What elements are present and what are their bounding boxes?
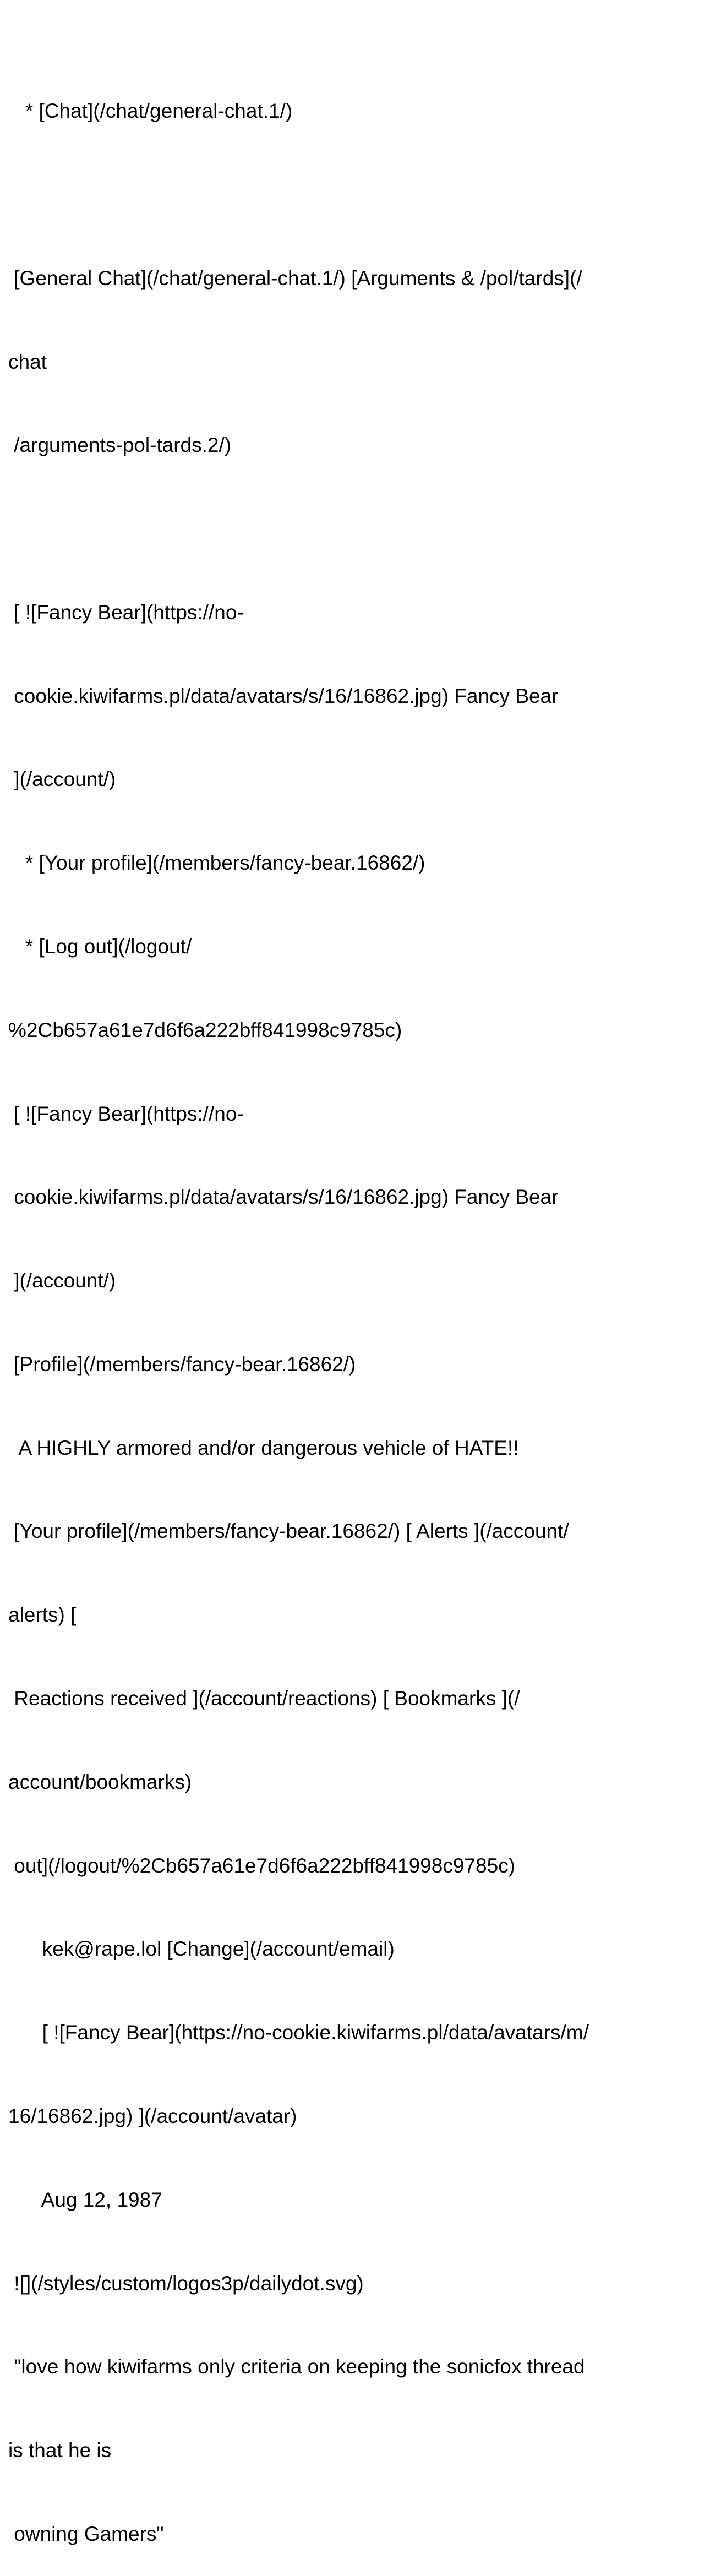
text-line: alerts) [: [8, 1603, 77, 1627]
text-line: ![](/styles/custom/logos3p/dailydot.svg): [8, 2272, 364, 2295]
document-text: [8, 42, 707, 2576]
text-line: Reactions received ](/account/reactions) [ Bookmarks ](/: [8, 1687, 520, 1710]
text-line: chat: [8, 350, 47, 373]
text-line: A HIGHLY armored and/or dangerous vehicle of HATE!!: [8, 1436, 519, 1459]
text-line: out](/logout/%2Cb657a61e7d6f6a222bff841998c9785c): [8, 1854, 515, 1877]
text-line: account/bookmarks): [8, 1770, 192, 1793]
text-line: [General Chat](/chat/general-chat.1/) [Arguments & /pol/tards](/: [8, 266, 582, 290]
text-line: [Profile](/members/fancy-bear.16862/): [8, 1352, 356, 1376]
text-line: [ ![Fancy Bear](https://no-cookie.kiwifarms.pl/data/avatars/m/: [8, 2021, 589, 2044]
text-line: "love how kiwifarms only criteria on keeping the sonicfox thread: [8, 2355, 585, 2378]
text-line: /arguments-pol-tards.2/): [8, 434, 232, 457]
text-line: ](/account/): [8, 1269, 116, 1292]
text-line: cookie.kiwifarms.pl/data/avatars/s/16/16862.jpg) Fancy Bear: [8, 684, 559, 707]
text-line: 16/16862.jpg) ](/account/avatar): [8, 2104, 297, 2127]
text-line: [8, 515, 707, 543]
text-line: owning Gamers": [8, 2522, 164, 2545]
text-line: [Your profile](/members/fancy-bear.16862/) [ Alerts ](/account/: [8, 1520, 569, 1543]
text-line: %2Cb657a61e7d6f6a222bff841998c9785c): [8, 1018, 402, 1041]
text-line: ](/account/): [8, 768, 116, 791]
text-line: [ ![Fancy Bear](https://no-: [8, 601, 244, 624]
text-line: cookie.kiwifarms.pl/data/avatars/s/16/16862.jpg) Fancy Bear: [8, 1186, 559, 1209]
text-line: * [Log out](/logout/: [8, 935, 192, 958]
text-line: [8, 181, 707, 209]
text-line: [ ![Fancy Bear](https://no-: [8, 1102, 244, 1125]
text-line: is that he is: [8, 2439, 112, 2462]
text-line: kek@rape.lol [Change](/account/email): [8, 1938, 395, 1961]
text-line: * [Chat](/chat/general-chat.1/): [8, 100, 293, 123]
text-line: * [Your profile](/members/fancy-bear.16862/): [8, 852, 425, 875]
text-line: Aug 12, 1987: [8, 2188, 162, 2211]
